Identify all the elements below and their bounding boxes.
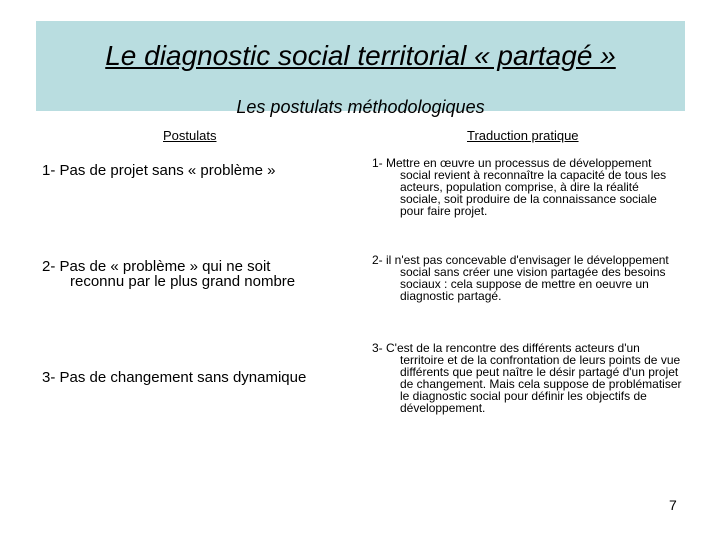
postulat-1 (42, 163, 362, 178)
traduction-3-continuation: territoire et de la confrontation de leurs points de vue différents que peut naître le désir partagé d'un projet de changement. Mais cela suppose de problématiser le diagnostic social pour définir les objectifs de développement. (400, 353, 682, 415)
traduction-3-line: 3- C'est de la rencontre des différents acteurs d'un (372, 341, 640, 355)
postulat-1-line: 1- Pas de projet sans « problème » (42, 162, 276, 179)
header-postulats: Postulats (163, 128, 217, 143)
traduction-3 (372, 342, 682, 414)
traduction-2-continuation: social sans créer une vision partagée des besoins sociaux : cela suppose de mettre en oeuvre un diagnostic partagé. (400, 265, 666, 303)
traduction-1-line: 1- Mettre en œuvre un processus de développement (372, 156, 652, 170)
page-subtitle: Les postulats méthodologiques (236, 97, 485, 117)
page-title: Le diagnostic social territorial « partagé » (105, 40, 616, 71)
postulat-2 (42, 259, 362, 289)
header-traduction: Traduction pratique (467, 128, 579, 143)
postulat-2-continuation: reconnu par le plus grand nombre (70, 273, 296, 290)
traduction-2-line: 2- il n'est pas concevable d'envisager le développement (372, 253, 669, 267)
postulat-3 (42, 370, 362, 385)
postulat-3-line: 3- Pas de changement sans dynamique (42, 369, 307, 386)
title-banner (36, 21, 685, 117)
traduction-1 (372, 157, 682, 217)
page-number: 7 (669, 497, 677, 513)
postulat-2-line: 2- Pas de « problème » qui ne soit (42, 258, 271, 275)
traduction-1-continuation: social revient à reconnaître la capacité de tous les acteurs, population comprise, à dire la réalité sociale, soit produire de la connaissance sociale pour faire projet. (400, 168, 667, 218)
traduction-2 (372, 254, 682, 302)
